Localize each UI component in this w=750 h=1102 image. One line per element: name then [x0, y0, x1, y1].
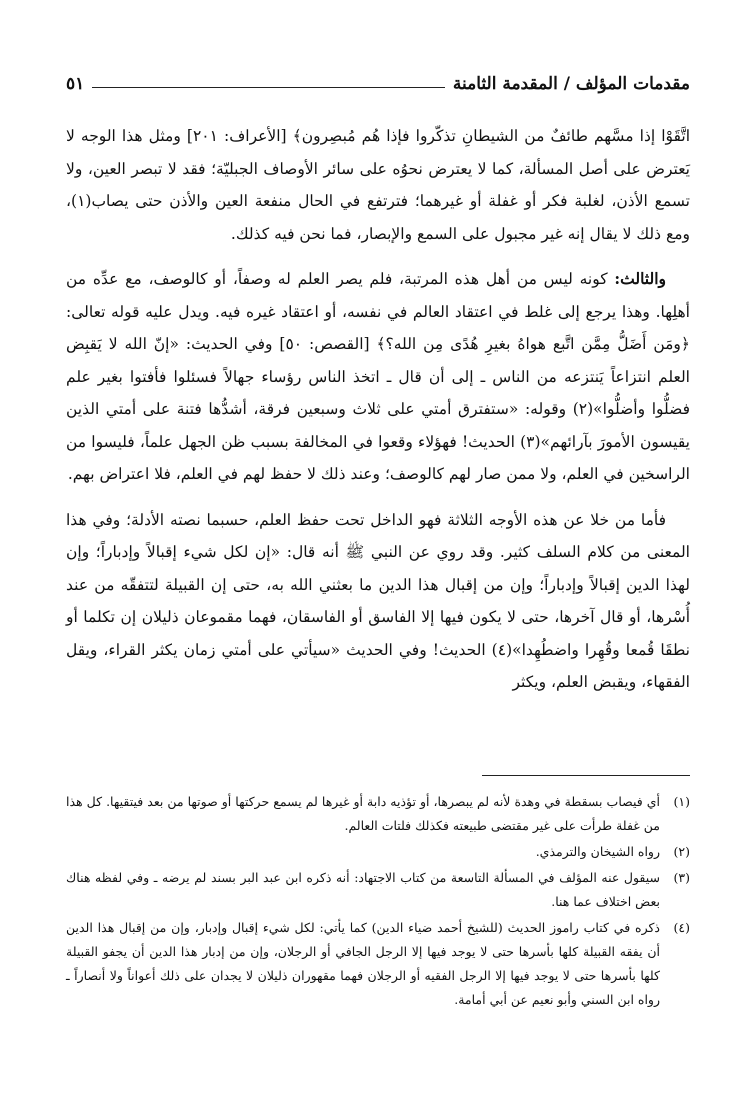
paragraph-lead: والثالث: [614, 269, 666, 288]
running-header [66, 74, 690, 94]
paragraph: والثالث: كونه ليس من أهل هذه المرتبة، فلم يصر العلم له وصفاً، أو كالوصف، مع عدِّه من أهلِها. وهذا يرجع إلى غلط في اعتقاد العالم في نفسه، أو اعتقاد غيره فيه. ويدل عليه قوله تعالى: ﴿ومَن أَضَلُّ مِمَّن اتَّبع هواهُ بغيرِ هُدًى مِن الله؟﴾ [القصص: ٥٠] وفي الحديث: «إنّ الله لا يَقبِض العلم انتزاعاً يَنتزعه من الناس ـ إلى أن قال ـ اتخذ الناس رؤساء جهالاً فسئلوا فأفتوا بغير علم فضلُّوا وأضلُّوا»(٢) وقوله: «ستفترق أمتي على ثلاث وسبعين فرقة، أشدُّها فتنة على أمتي الذين يقيسون الأمورَ بآرائهم»(٣) الحديث! فهؤلاء وقعوا في المخالفة بسبب ظن الجهل علماً، فليسوا من الراسخين في العلم، ولا ممن صار لهم كالوصف؛ وعند ذلك لا حفظ لهم في العلم، فلا اعتراض بهم. [66, 269, 690, 483]
footnote-number: (٣) [673, 870, 690, 885]
paragraph: فأما من خلا عن هذه الأوجه الثلاثة فهو الداخل تحت حفظ العلم، حسبما نصته الأدلة؛ وفي هذا المعنى من كلام السلف كثير. وقد روي عن النبي ﷺ أنه قال: «إن لكل شيء إقبالاً وإدباراً؛ وإن لهذا الدين إقبالاً وإدباراً؛ وإن من إقبال هذا الدين ما بعثني الله به، حتى إن القبيلة لتتفقّه من عند أُسْرها، أو قال آخرها، حتى لا يكون فيها إلا الفاسق أو الفاسقان، فهما مقموعان ذليلان إن تكلما أو نطقَا قُمعا وقُهِرا واضطُهِدا»(٤) الحديث! وفي الحديث «سيأتي على أمتي زمان يكثر القراء، ويقل الفقهاء، ويقبض العلم، ويكثر [66, 510, 690, 691]
footnote-number: (٤) [673, 920, 690, 935]
footnote-text: ذكره في كتاب راموز الحديث (للشيخ أحمد ضياء الدين) كما يأتي: لكل شيء إقبال وإدبار، وإن من إقبال هذا الدين أن يفقه القبيلة كلها بأسرها حتى لا يوجد فيها إلا الرجل الجافي أو الرجلان، وإن من إدبار هذا الدين أن يجفو القبيلة كلها بأسرها حتى لا يوجد فيها إلا الرجل الفقيه أو الرجلان فهما مقهوران ذليلان لا يجدان على ذلك أعواناً ولا أنصاراً ـ رواه ابن السني وأبو نعيم عن أبي أمامة. [66, 920, 660, 1007]
footnote [66, 790, 690, 838]
footnotes [66, 790, 690, 1014]
header-title: مقدمات المؤلف / المقدمة الثامنة [452, 74, 690, 94]
footnote-text: أي فيصاب بسقطة في وهدة لأنه لم يبصرها، أو تؤذيه دابة أو غيرها لم يسمع حركتها أو صوتها من بعد فيتقيها. كل هذا من غفلة طرأت على غير مقتضى طبيعته فكذلك فلتات العالم. [66, 794, 660, 833]
footnote [66, 866, 690, 914]
main-text [66, 120, 690, 712]
footnote-number: (٢) [673, 844, 690, 859]
footnote [66, 916, 690, 1012]
footnote-separator [482, 775, 690, 776]
page-number: ٥١ [66, 74, 85, 94]
footnote-text: سيقول عنه المؤلف في المسألة التاسعة من كتاب الاجتهاد: أنه ذكره ابن عبد البر بسند لم يرضه ـ وفي لفظه هناك بعض اختلاف عما هنا. [66, 870, 660, 909]
header-rule [92, 87, 445, 88]
footnote [66, 840, 690, 864]
paragraph: اتَّقَوْا إذا مسَّهم طائفٌ من الشيطانِ تذكّروا فإذا هُم مُبصِرون﴾ [الأعراف: ٢٠١] ومثل هذا الوجه لا يَعترض على أصل المسألة، كما لا يعترض نحوُه على سائر الأوصاف الجبليّة؛ فقد لا تبصر العين، ولا تسمع الأذن، لغلبة فكر أو غفلة أو غيرهما؛ فترتفع في الحال منفعة العين والأذن حتى يصاب(١)، ومع ذلك لا يقال إنه غير مجبول على السمع والإبصار، فما نحن فيه كذلك. [66, 127, 691, 243]
footnote-text: رواه الشيخان والترمذي. [535, 844, 660, 859]
footnote-number: (١) [673, 794, 690, 809]
